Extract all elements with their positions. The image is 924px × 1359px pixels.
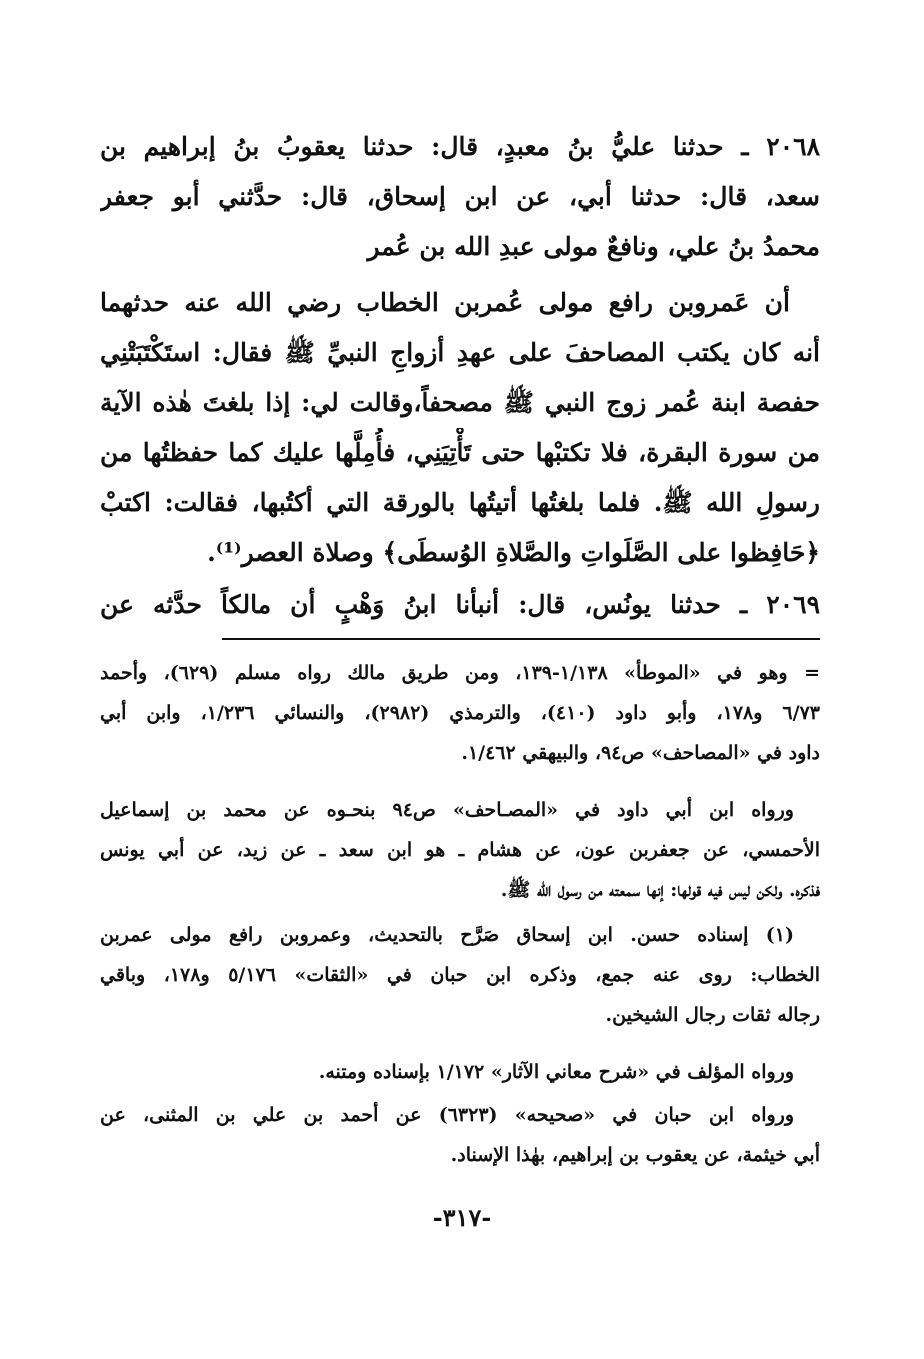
hadith-2069	[100, 580, 820, 630]
footnote-paragraph	[100, 1095, 820, 1175]
footnote-line: داود في «المصاحف» ص٩٤، والبيهقي ١/٤٦٢.	[461, 742, 820, 764]
footnote-1	[100, 915, 820, 1035]
footnote-line: رجاله ثقات رجال الشيخين.	[605, 1004, 820, 1026]
footnote-line: ورواه ابن أبي داود في «المصـاحف» ص٩٤ بنحـوه عن محمد بن إسماعيل	[100, 799, 794, 821]
footnote-divider	[222, 638, 820, 640]
footnote-line: فذكره. ولكن ليس فيه قولها: إنها سمعته من رسول الله ﷺ.	[500, 879, 820, 901]
footnote-line: = وهو في «الموطأ» ١/١٣٨-١٣٩، ومن طريق مالك رواه مسلم (٦٢٩)، وأحمد	[100, 662, 820, 684]
page-number: -٣١٧-	[432, 1203, 492, 1232]
footnote-line: الخطاب: روى عنه جمع، وذكره ابن حبان في «الثقات» ٥/١٧٦ و١٧٨، وباقي	[100, 964, 820, 986]
text-line: ٢٠٦٨ ـ حدثنا عليُّ بنُ معبدٍ، قال: حدثنا يعقوبُ بنُ إبراهيم بن	[100, 132, 820, 161]
text-line: ٢٠٦٩ ـ حدثنا يونُس، قال: أنبأنا ابنُ وَهْبٍ أن مالكاً حدَّثه عن	[100, 590, 820, 619]
hadith-2068-isnad	[100, 122, 820, 272]
hadith-2068-matn	[100, 278, 820, 578]
text-line: سعد، قال: حدثنا أبي، عن ابن إسحاق، قال: حدَّثني أبو جعفر	[100, 182, 820, 211]
footnote-paragraph	[100, 790, 820, 910]
footnote-line: ٦/٧٣ و١٧٨، وأبو داود (٤١٠)، والترمذي (٢٩٨٢)، والنسائي ١/٢٣٦، وابن أبي	[100, 702, 820, 724]
footnote-line: (١) إسناده حسن. ابن إسحاق صَرَّح بالتحديث، وعمروبن رافع مولى عمربن	[100, 924, 794, 946]
text-line: أنه كان يكتب المصاحفَ على عهدِ أزواجِ النبيِّ ﷺ فقال: استَكْتَبَتْنِي	[100, 338, 820, 367]
text-line: ﴿حَافِظوا على الصَّلَواتِ والصَّلاةِ الوُسطَى﴾ وصلاة العصر⁽¹⁾.	[207, 538, 820, 567]
text-line: من سورة البقرة، فلا تكتبْها حتى تَأْتِيَنِي، فأُمِلَّها عليك كما حفظتُها من	[100, 438, 820, 467]
footnote-paragraph	[100, 1052, 820, 1092]
footnote-line: ورواه ابن حبان في «صحيحه» (٦٣٢٣) عن أحمد بن علي بن المثنى، عن	[100, 1104, 794, 1126]
text-line: محمدُ بنُ علي، ونافعٌ مولى عبدِ الله بن عُمر	[367, 232, 820, 261]
footnote-line: ورواه المؤلف في «شرح معاني الآثار» ١/١٧٢ بإسناده ومتنه.	[318, 1061, 794, 1083]
text-line: أن عَمروبن رافع مولى عُمربن الخطاب رضي الله عنه حدثهما	[100, 288, 790, 317]
footnote-continuation	[100, 653, 820, 773]
text-line: رسولِ الله ﷺ. فلما بلغتُها أتيتُها بالورقة التي أكتُبها، فقالت: اكتبْ	[100, 488, 820, 517]
footnote-line: أبي خيثمة، عن يعقوب بن إبراهيم، بهٰذا الإسناد.	[450, 1144, 820, 1166]
footnote-line: الأحمسي، عن جعفربن عون، عن هشام ـ هو ابن سعد ـ عن زيد، عن أبي يونس	[100, 839, 820, 861]
text-line: حفصة ابنة عُمر زوج النبي ﷺ مصحفاً،وقالت لي: إذا بلغتَ هٰذه الآية	[100, 388, 820, 417]
